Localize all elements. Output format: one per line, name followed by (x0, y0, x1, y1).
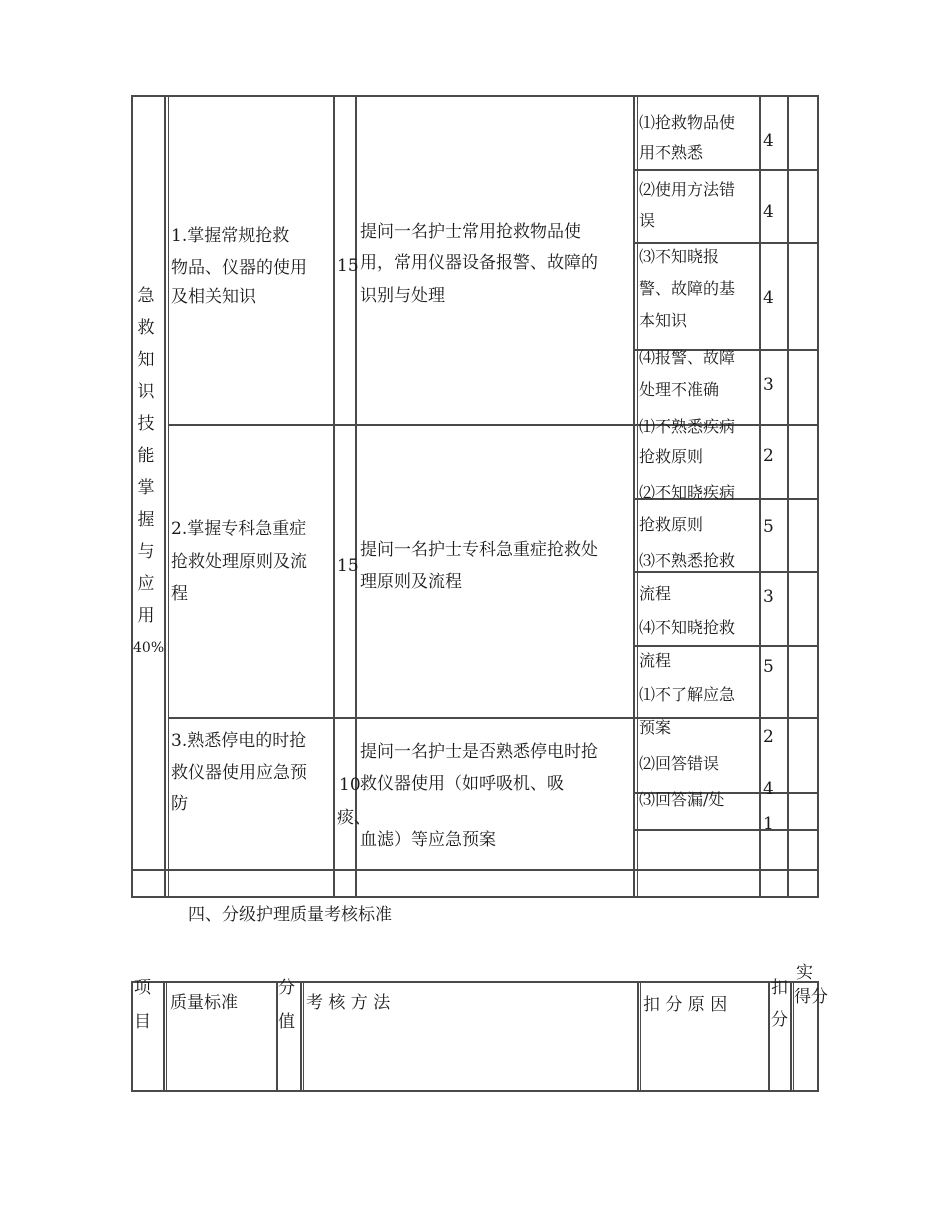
reason-line: ⑵不知晓疾病 (639, 483, 736, 502)
reason-line: ⑶不知晓报 (639, 247, 720, 266)
score-1: 15 (337, 256, 359, 276)
reason-line: 流程 (639, 651, 672, 670)
reason-line: ⑷报警、故障 (639, 348, 736, 367)
score-2: 15 (337, 556, 359, 576)
header-actual-line-1: 实 (796, 963, 813, 983)
header-deduct-line-1: 扣 (771, 978, 788, 998)
reason-line: ⑴不了解应急 (639, 685, 736, 704)
reason-line: ⑵回答错误 (639, 754, 720, 773)
deduction-value: 2 (763, 446, 774, 466)
standard-1-line-1: 1.掌握常规抢救 (171, 226, 290, 246)
header-score-line-1: 分 (278, 978, 295, 998)
method-1-line-2: 用，常用仪器设备报警、故障的 (360, 253, 598, 273)
header-item-line-1: 项 (134, 978, 151, 998)
method-2-line-2: 理原则及流程 (360, 572, 462, 592)
deduction-value: 3 (763, 375, 774, 395)
deduction-value: 2 (763, 727, 774, 747)
reason-line: ⑶回答漏/处 (639, 790, 725, 809)
reason-line: ⑴不熟悉疾病 (639, 417, 736, 436)
method-3-line-3: 血滤）等应急预案 (360, 830, 496, 850)
section-heading: 四、分级护理质量考核标准 (188, 905, 392, 925)
standard-2-line-1: 2.掌握专科急重症 (171, 519, 307, 539)
header-standard: 质量标准 (170, 993, 238, 1013)
method-2-line-1: 提问一名护士专科急重症抢救处 (360, 540, 598, 560)
header-item-line-2: 目 (134, 1012, 151, 1032)
standard-3-line-2: 救仪器使用应急预 (171, 763, 307, 783)
reason-line: 警、故障的基 (639, 279, 736, 298)
reason-line: ⑴抢救物品使 (639, 113, 736, 132)
category-label: 急 救 知 识 技 能 掌 握 与 应 用 40% (133, 286, 165, 656)
reason-line: 抢救原则 (639, 447, 704, 466)
standard-3-line-1: 3.熟悉停电的时抢 (171, 731, 307, 751)
reason-line: 处理不准确 (639, 380, 720, 399)
deduction-value: 4 (763, 779, 774, 799)
deduction-value: 3 (763, 587, 774, 607)
reason-line: 用不熟悉 (639, 143, 704, 162)
method-1-line-3: 识别与处理 (360, 286, 445, 306)
standard-1-line-3: 及相关知识 (171, 287, 256, 307)
header-method: 考 核 方 法 (306, 993, 391, 1013)
header-score-line-2: 值 (278, 1012, 295, 1032)
deduction-value: 4 (763, 288, 774, 308)
reason-line: ⑶不熟悉抢救 (639, 551, 736, 570)
method-3-line-2: 救仪器使用（如呼吸机、吸 (360, 774, 564, 794)
standard-2-line-2: 抢救处理原则及流 (171, 552, 307, 572)
standard-1-line-2: 物品、仪器的使用 (171, 258, 307, 278)
deduction-value: 5 (763, 657, 774, 677)
reason-line: 预案 (639, 718, 672, 737)
header-deduct-line-2: 分 (771, 1010, 788, 1030)
deduction-value: 1 (763, 814, 774, 834)
header-reason: 扣 分 原 因 (643, 995, 728, 1015)
standard-3-line-3: 防 (171, 794, 188, 814)
score-3: 10 (339, 775, 361, 795)
reason-line: 本知识 (639, 311, 688, 330)
score-3-suffix: 痰、 (337, 808, 371, 828)
reason-line: ⑵使用方法错 (639, 180, 736, 199)
header-actual-line-2: 得分 (794, 987, 828, 1007)
method-3-line-1: 提问一名护士是否熟悉停电时抢 (360, 742, 598, 762)
reason-line: 误 (639, 211, 656, 230)
reason-line: ⑷不知晓抢救 (639, 618, 736, 637)
deduction-value: 5 (763, 517, 774, 537)
reason-line: 流程 (639, 584, 672, 603)
deduction-value: 4 (763, 131, 774, 151)
reason-line: 抢救原则 (639, 515, 704, 534)
deduction-value: 4 (763, 202, 774, 222)
method-1-line-1: 提问一名护士常用抢救物品使 (360, 222, 581, 242)
standard-2-line-3: 程 (171, 584, 188, 604)
